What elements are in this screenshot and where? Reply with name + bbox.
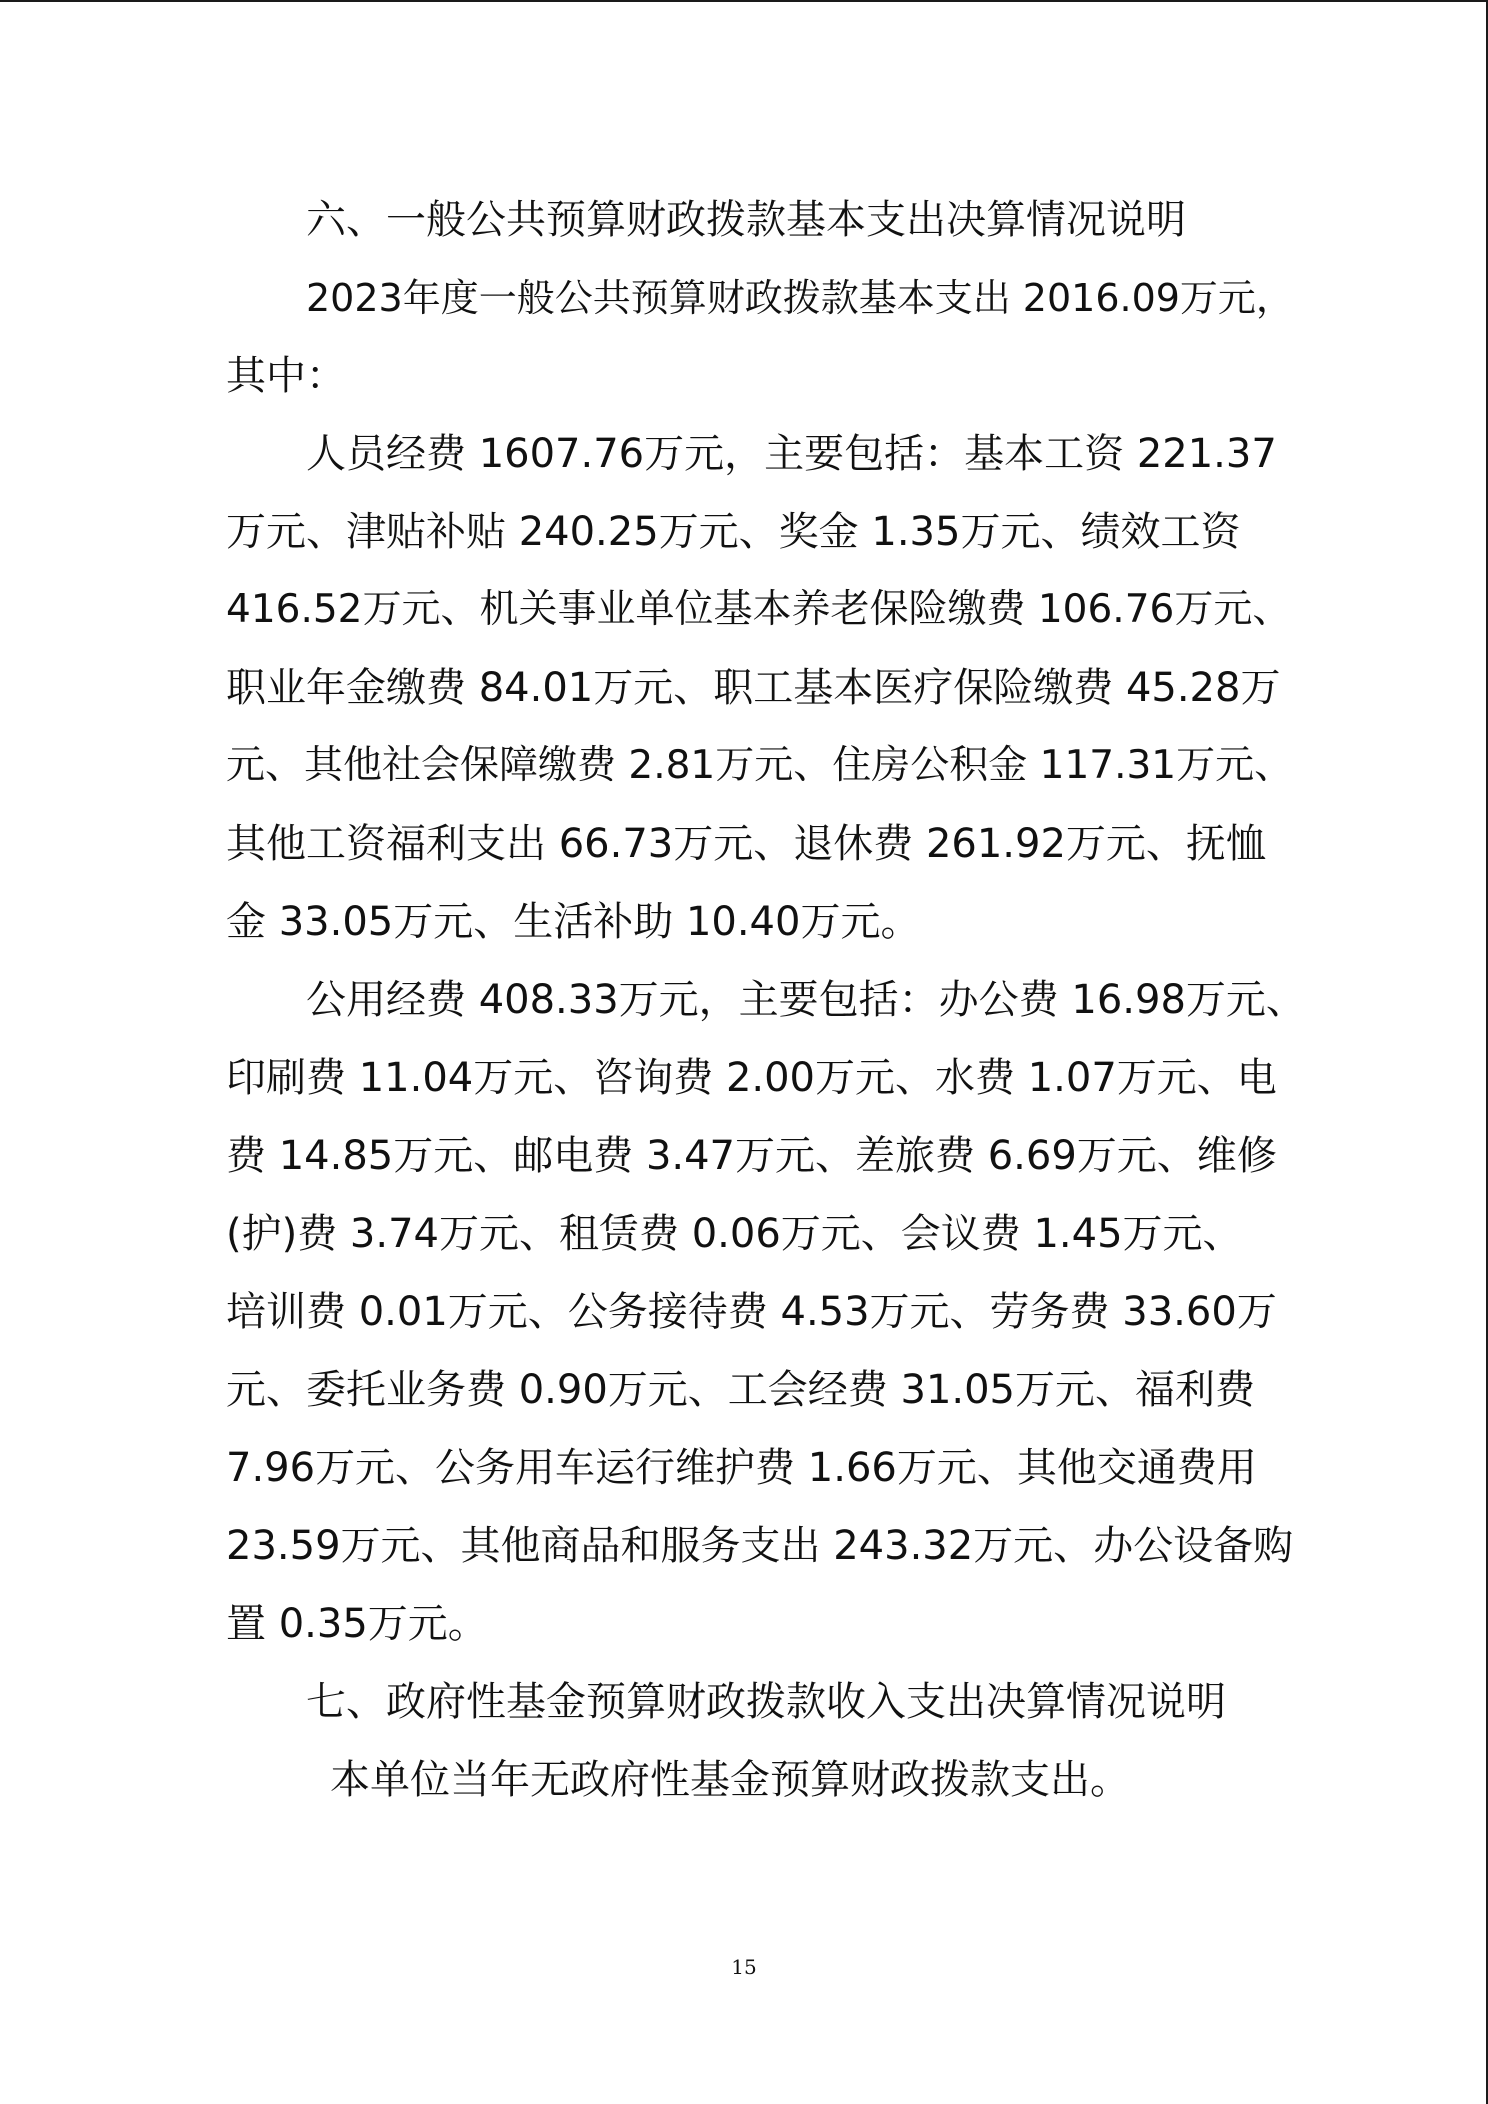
paragraph-line: 23.59万元、其他商品和服务支出 243.32万元、办公设备购 [226, 1523, 1294, 1569]
paragraph-line: 其他工资福利支出 66.73万元、退休费 261.92万元、抚恤 [226, 821, 1266, 867]
paragraph-line: 金 33.05万元、生活补助 10.40万元。 [226, 899, 921, 945]
paragraph-line: 费 14.85万元、邮电费 3.47万元、差旅费 6.69万元、维修 [226, 1133, 1277, 1179]
paragraph-line: 公用经费 408.33万元，主要包括：办公费 16.98万元、 [306, 977, 1306, 1023]
paragraph-line: 其中： [226, 353, 346, 399]
paragraph-line: 印刷费 11.04万元、咨询费 2.00万元、水费 1.07万元、电 [226, 1055, 1277, 1101]
paragraph-line: 元、委托业务费 0.90万元、工会经费 31.05万元、福利费 [226, 1367, 1256, 1413]
paragraph-line: 2023年度一般公共预算财政拨款基本支出 2016.09万元， [306, 276, 1294, 320]
paragraph-line: 培训费 0.01万元、公务接待费 4.53万元、劳务费 33.60万 [226, 1289, 1277, 1335]
paragraph-line: 置 0.35万元。 [226, 1601, 488, 1647]
paragraph-line: 万元、津贴补贴 240.25万元、奖金 1.35万元、绩效工资 [226, 509, 1241, 555]
paragraph-line: 416.52万元、机关事业单位基本养老保险缴费 106.76万元、 [226, 587, 1292, 632]
paragraph-line: 7.96万元、公务用车运行维护费 1.66万元、其他交通费用 [226, 1445, 1257, 1491]
paragraph-line: 本单位当年无政府性基金预算财政拨款支出。 [330, 1757, 1130, 1803]
paragraph-line: 人员经费 1607.76万元，主要包括：基本工资 221.37 [306, 431, 1277, 477]
paragraph-line: (护)费 3.74万元、租赁费 0.06万元、会议费 1.45万元、 [226, 1211, 1243, 1257]
paragraph-line: 职业年金缴费 84.01万元、职工基本医疗保险缴费 45.28万 [226, 665, 1281, 711]
heading-government-fund: 七、政府性基金预算财政拨款收入支出决算情况说明 [306, 1679, 1226, 1725]
page-number: 15 [731, 1955, 757, 1979]
heading-basic-expenditure: 六、一般公共预算财政拨款基本支出决算情况说明 [306, 197, 1186, 243]
paragraph-line: 元、其他社会保障缴费 2.81万元、住房公积金 117.31万元、 [226, 743, 1294, 788]
